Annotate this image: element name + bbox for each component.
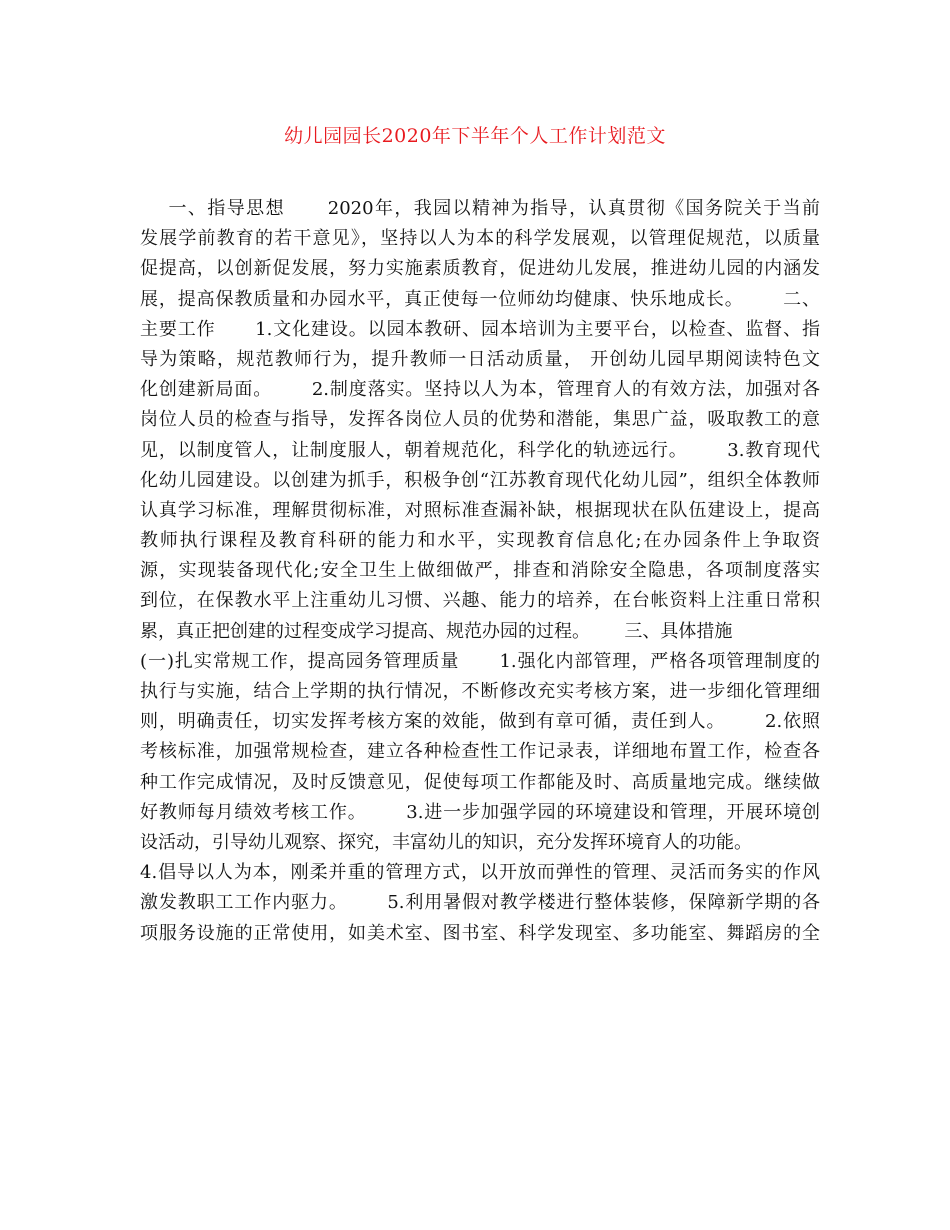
body-line: 发展学前教育的若干意见》，坚持以人为本的科学发展观，以管理促规范，以质量 xyxy=(140,228,820,250)
document-body xyxy=(140,194,820,949)
body-line: 则，明确责任，切实发挥考核方案的效能，做到有章可循，责任到人。 2.依照 xyxy=(140,711,820,733)
body-line: 考核标准，加强常规检查，建立各种检查性工作记录表，详细地布置工作，检查各 xyxy=(140,741,820,763)
body-line: 导为策略，规范教师行为，提升教师一日活动质量， 开创幼儿园早期阅读特色文 xyxy=(140,348,820,370)
body-line: 化创建新局面。 2.制度落实。坚持以人为本，管理育人的有效方法，加强对各 xyxy=(140,379,820,401)
body-line: 教师执行课程及教育科研的能力和水平，实现教育信息化;在办园条件上争取资 xyxy=(140,530,820,552)
body-line: 激发教职工工作内驱力。 5.利用暑假对教学楼进行整体装修，保障新学期的各 xyxy=(140,892,820,914)
body-line: 4.倡导以人为本，刚柔并重的管理方式，以开放而弹性的管理、灵活而务实的作风 xyxy=(140,862,820,884)
body-line: 种工作完成情况，及时反馈意见，促使每项工作都能及时、高质量地完成。继续做 xyxy=(140,771,820,793)
body-line: 主要工作 1.文化建设。以园本教研、园本培训为主要平台，以检查、监督、指 xyxy=(140,318,820,340)
body-line: 源，实现装备现代化;安全卫生上做细做严，排查和消除安全隐患，各项制度落实 xyxy=(140,560,820,582)
body-line: (一)扎实常规工作，提高园务管理质量 1.强化内部管理，严格各项管理制度的 xyxy=(140,650,820,672)
body-line: 执行与实施，结合上学期的执行情况，不断修改充实考核方案，进一步细化管理细 xyxy=(140,681,820,702)
body-line: 一、指导思想 2020年，我园以精神为指导，认真贯彻《国务院关于当前 xyxy=(140,198,820,219)
body-line: 认真学习标准，理解贯彻标准，对照标准查漏补缺，根据现状在队伍建设上，提高 xyxy=(140,499,820,521)
body-line: 岗位人员的检查与指导，发挥各岗位人员的优势和潜能，集思广益，吸取教工的意 xyxy=(140,409,820,431)
document-title: 幼儿园园长2020年下半年个人工作计划范文 xyxy=(284,125,666,147)
body-line: 累，真正把创建的过程变成学习提高、规范办园的过程。 三、具体措施 xyxy=(140,620,733,642)
body-line: 见，以制度管人，让制度服人，朝着规范化，科学化的轨迹远行。 3.教育现代 xyxy=(140,439,820,461)
body-line: 促提高，以创新促发展，努力实施素质教育，促进幼儿发展，推进幼儿园的内涵发 xyxy=(140,258,820,280)
body-line: 化幼儿园建设。以创建为抓手，积极争创“江苏教育现代化幼儿园”，组织全体教师 xyxy=(140,469,820,491)
body-line: 展，提高保教质量和办园水平，真正使每一位师幼均健康、快乐地成长。 二、 xyxy=(140,288,820,310)
body-line: 设活动，引导幼儿观察、探究，丰富幼儿的知识，充分发挥环境育人的功能。 xyxy=(140,831,752,853)
body-line: 到位，在保教水平上注重幼儿习惯、兴趣、能力的培养，在台帐资料上注重日常积 xyxy=(140,590,820,612)
body-line: 项服务设施的正常使用，如美术室、图书室、科学发现室、多功能室、舞蹈房的全 xyxy=(140,922,820,944)
body-line: 好教师每月绩效考核工作。 3.进一步加强学园的环境建设和管理，开展环境创 xyxy=(140,801,820,823)
